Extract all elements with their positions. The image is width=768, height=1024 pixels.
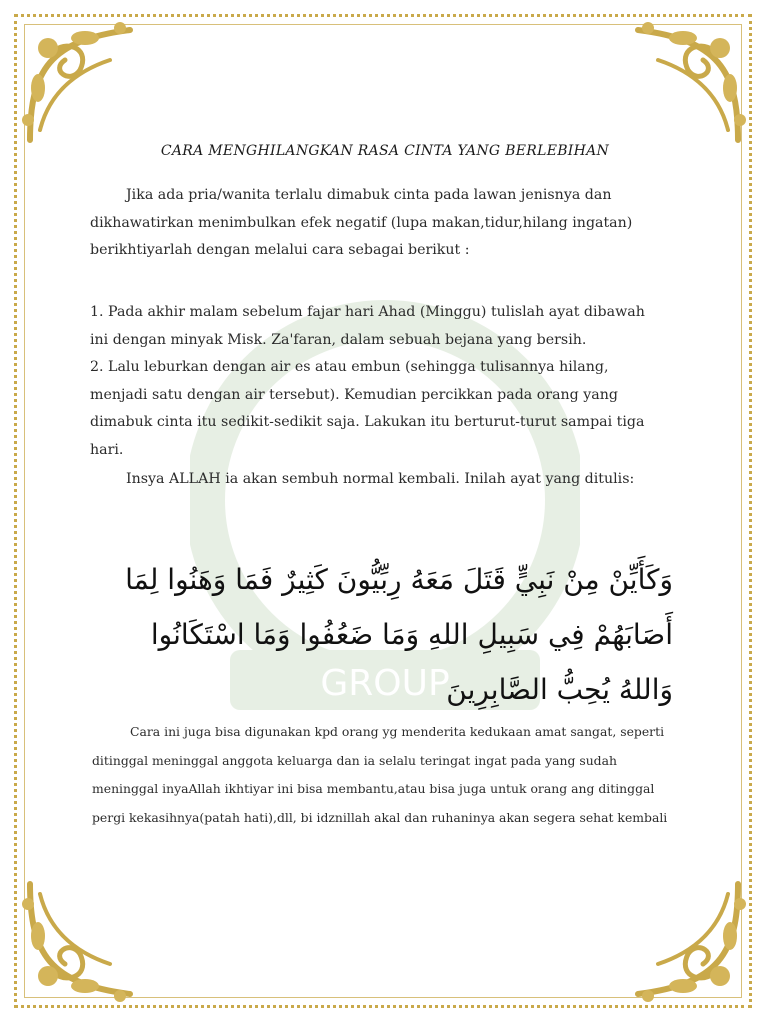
watermark-group-text: GROUP [320,663,450,704]
step-1: 1. Pada akhir malam sebelum fajar hari Ahad (Minggu) tulislah ayat dibawah ini dengan minyak Misk. Za'faran, dalam sebuah bejana yang bersih. [90,304,645,348]
note-paragraph [92,718,672,832]
closing-text: Insya ALLAH ia akan sembuh normal kembali. Inilah ayat yang ditulis: [126,471,635,487]
intro-text: Jika ada pria/wanita terlalu dimabuk cinta pada lawan jenisnya dan dikhawatirkan menimbulkan efek negatif (lupa makan,tidur,hilang ingatan) berikhtiyarlah dengan melalui cara sebagai berikut : [90,187,633,258]
note-text: Cara ini juga bisa digunakan kpd orang yg menderita kedukaan amat sangat, seperti ditinggal meninggal anggota keluarga dan ia selalu teringat ingat pada yang sudah meninggal inyaAllah ikhtiyar ini bisa membantu,atau bisa juga untuk orang ang ditinggal pergi kekasihnya(patah hati),dll, bi idznillah akal dan ruhaninya akan segera sehat kembali [92,724,668,825]
corner-ornament-top-right [608,10,758,160]
corner-ornament-bottom-right [608,864,758,1014]
arabic-verse: وَكَأَيِّنْ مِنْ نَبِيٍّ قَتَلَ مَعَهُ رِبِّيُّونَ كَثِيرٌ فَمَا وَهَنُوا لِمَا أَصَابَهُمْ فِي سَبِيلِ اللهِ وَمَا ضَعُفُوا وَمَا اسْتَكَانُوا وَاللهُ يُحِبُّ الصَّابِرِينَ [125,563,673,706]
steps-list [90,299,665,464]
closing-paragraph [90,466,665,494]
step-2: 2. Lalu leburkan dengan air es atau embun (sehingga tulisannya hilang, menjadi satu dengan air tersebut). Kemudian percikkan pada orang yang dimabuk cinta itu sedikit-sedikit saja. Lakukan itu berturut-turut sampai tiga hari. [90,359,645,458]
corner-ornament-bottom-left [10,864,160,1014]
document-title: CARA MENGHILANGKAN RASA CINTA YANG BERLEBIHAN [160,143,610,159]
intro-paragraph [90,182,665,265]
corner-ornament-top-left [10,10,160,160]
